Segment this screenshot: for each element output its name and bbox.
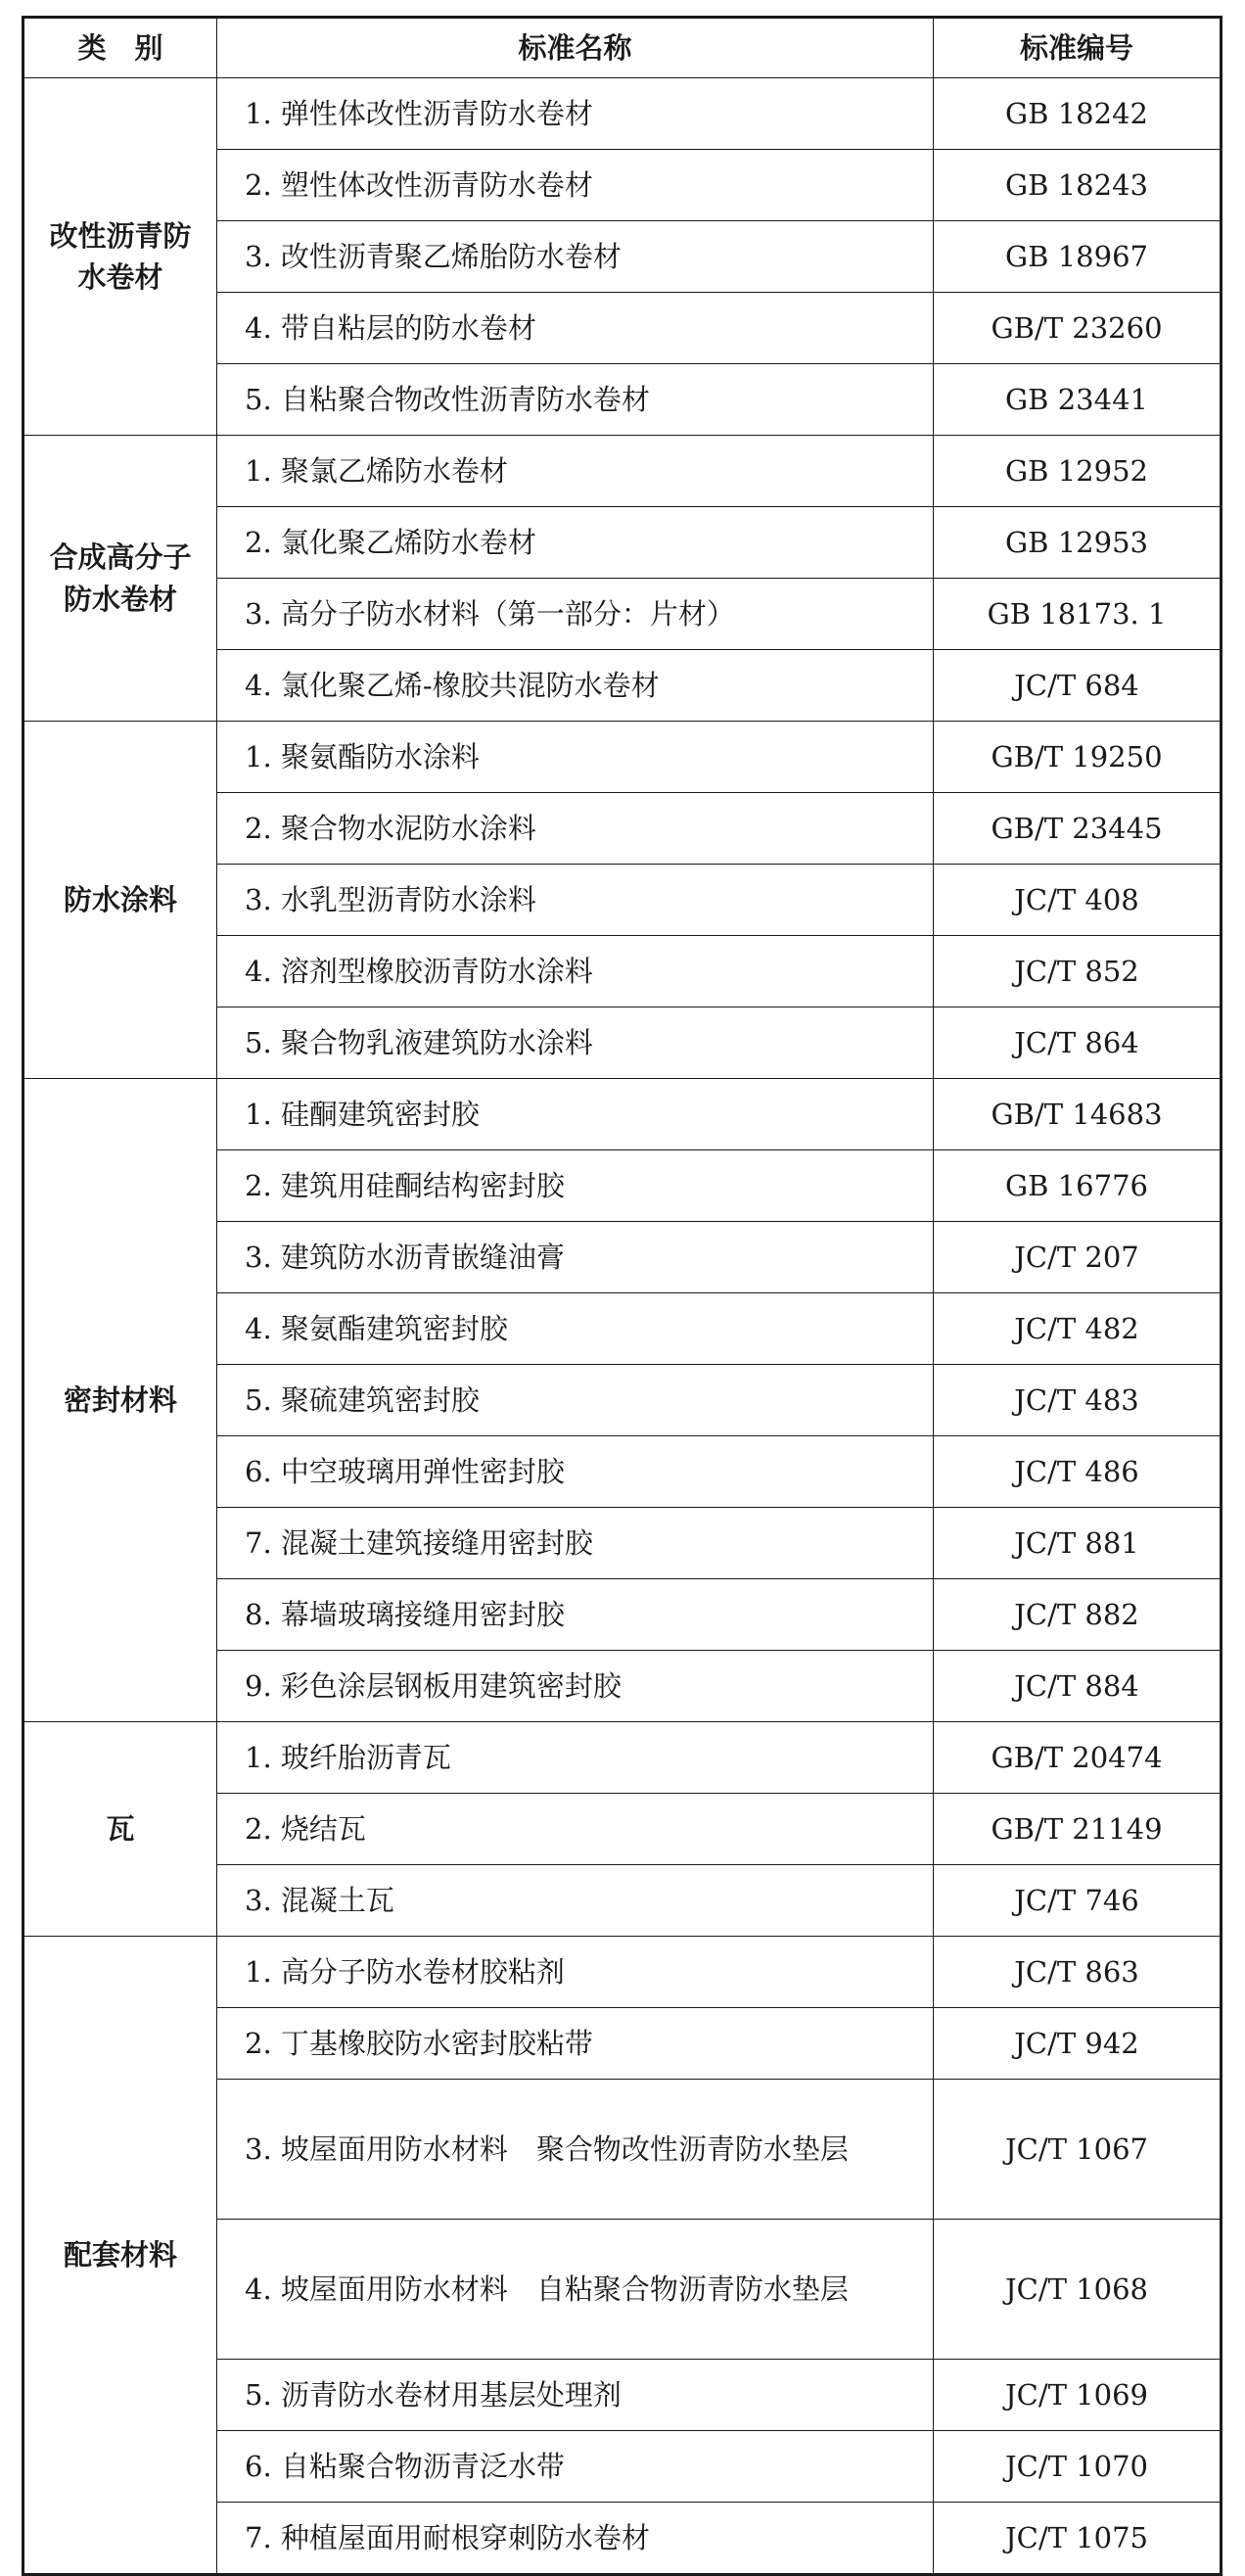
standard-code-cell: GB 23441 — [934, 364, 1222, 436]
standard-code-cell: GB/T 20474 — [934, 1722, 1222, 1794]
standard-code-cell: JC/T 482 — [934, 1293, 1222, 1365]
table-body — [23, 78, 1222, 2575]
standard-name-cell: 7. 混凝土建筑接缝用密封胶 — [217, 1508, 934, 1579]
standard-code-cell: JC/T 884 — [934, 1651, 1222, 1722]
standard-name-cell: 9. 彩色涂层钢板用建筑密封胶 — [217, 1651, 934, 1722]
category-cell: 合成高分子防水卷材 — [23, 436, 217, 722]
standard-name-cell: 8. 幕墙玻璃接缝用密封胶 — [217, 1579, 934, 1651]
table-row — [23, 1722, 1222, 1794]
standard-name-cell: 1. 玻纤胎沥青瓦 — [217, 1722, 934, 1794]
standard-code-cell: GB 16776 — [934, 1150, 1222, 1222]
standard-code-cell: JC/T 1068 — [934, 2220, 1222, 2360]
standard-code-cell: GB/T 23445 — [934, 793, 1222, 865]
standard-code-cell: GB/T 21149 — [934, 1794, 1222, 1865]
standard-name-cell: 2. 氯化聚乙烯防水卷材 — [217, 507, 934, 579]
standard-name-cell: 3. 混凝土瓦 — [217, 1865, 934, 1937]
standard-name-cell: 1. 高分子防水卷材胶粘剂 — [217, 1937, 934, 2008]
header-category: 类 别 — [23, 18, 217, 78]
standard-name-cell: 2. 塑性体改性沥青防水卷材 — [217, 150, 934, 221]
standard-name-cell: 3. 高分子防水材料（第一部分：片材） — [217, 579, 934, 650]
standard-name-cell: 1. 硅酮建筑密封胶 — [217, 1079, 934, 1150]
standard-code-cell: JC/T 207 — [934, 1222, 1222, 1293]
standard-code-cell: GB 18967 — [934, 221, 1222, 293]
category-cell: 改性沥青防水卷材 — [23, 78, 217, 436]
category-cell: 密封材料 — [23, 1079, 217, 1722]
standard-code-cell: JC/T 486 — [934, 1436, 1222, 1508]
standards-table — [22, 16, 1222, 2576]
standard-name-cell: 2. 建筑用硅酮结构密封胶 — [217, 1150, 934, 1222]
standard-name-cell: 5. 聚合物乳液建筑防水涂料 — [217, 1007, 934, 1079]
table-row — [23, 436, 1222, 507]
standard-name-cell: 2. 聚合物水泥防水涂料 — [217, 793, 934, 865]
standard-code-cell: JC/T 746 — [934, 1865, 1222, 1937]
table-row — [23, 1937, 1222, 2008]
table-row — [23, 722, 1222, 793]
standard-code-cell: JC/T 863 — [934, 1937, 1222, 2008]
standard-code-cell: GB 18242 — [934, 78, 1222, 150]
header-standard-name: 标准名称 — [217, 18, 934, 78]
standard-code-cell: GB/T 23260 — [934, 293, 1222, 364]
standard-code-cell: GB 12952 — [934, 436, 1222, 507]
standard-code-cell: GB 18243 — [934, 150, 1222, 221]
standard-name-cell: 4. 氯化聚乙烯-橡胶共混防水卷材 — [217, 650, 934, 722]
category-cell: 瓦 — [23, 1722, 217, 1937]
standard-name-cell: 2. 烧结瓦 — [217, 1794, 934, 1865]
standard-name-cell: 1. 聚氨酯防水涂料 — [217, 722, 934, 793]
standard-code-cell: JC/T 1075 — [934, 2503, 1222, 2575]
standard-name-cell: 4. 带自粘层的防水卷材 — [217, 293, 934, 364]
standard-code-cell: JC/T 1070 — [934, 2431, 1222, 2503]
standard-name-cell: 5. 沥青防水卷材用基层处理剂 — [217, 2360, 934, 2431]
standard-code-cell: GB 12953 — [934, 507, 1222, 579]
table-header-row — [23, 18, 1222, 78]
standard-name-cell: 4. 溶剂型橡胶沥青防水涂料 — [217, 936, 934, 1007]
table-row — [23, 1079, 1222, 1150]
standards-page — [22, 16, 1220, 2576]
standard-code-cell: GB/T 19250 — [934, 722, 1222, 793]
standard-name-cell: 1. 聚氯乙烯防水卷材 — [217, 436, 934, 507]
standard-code-cell: JC/T 1067 — [934, 2080, 1222, 2220]
standard-code-cell: JC/T 1069 — [934, 2360, 1222, 2431]
standard-name-cell: 1. 弹性体改性沥青防水卷材 — [217, 78, 934, 150]
standard-name-cell: 5. 自粘聚合物改性沥青防水卷材 — [217, 364, 934, 436]
category-cell: 防水涂料 — [23, 722, 217, 1079]
standard-name-cell: 5. 聚硫建筑密封胶 — [217, 1365, 934, 1436]
standard-name-cell: 4. 坡屋面用防水材料 自粘聚合物沥青防水垫层 — [217, 2220, 934, 2360]
standard-name-cell: 2. 丁基橡胶防水密封胶粘带 — [217, 2008, 934, 2080]
standard-code-cell: GB/T 14683 — [934, 1079, 1222, 1150]
standard-code-cell: JC/T 483 — [934, 1365, 1222, 1436]
header-standard-code: 标准编号 — [934, 18, 1222, 78]
standard-code-cell: JC/T 852 — [934, 936, 1222, 1007]
category-cell: 配套材料 — [23, 1937, 217, 2575]
standard-name-cell: 3. 建筑防水沥青嵌缝油膏 — [217, 1222, 934, 1293]
standard-name-cell: 6. 自粘聚合物沥青泛水带 — [217, 2431, 934, 2503]
standard-code-cell: JC/T 881 — [934, 1508, 1222, 1579]
standard-code-cell: JC/T 942 — [934, 2008, 1222, 2080]
table-row — [23, 78, 1222, 150]
standard-name-cell: 3. 水乳型沥青防水涂料 — [217, 865, 934, 936]
standard-name-cell: 7. 种植屋面用耐根穿刺防水卷材 — [217, 2503, 934, 2575]
standard-name-cell: 4. 聚氨酯建筑密封胶 — [217, 1293, 934, 1365]
standard-code-cell: JC/T 882 — [934, 1579, 1222, 1651]
standard-name-cell: 3. 坡屋面用防水材料 聚合物改性沥青防水垫层 — [217, 2080, 934, 2220]
standard-name-cell: 6. 中空玻璃用弹性密封胶 — [217, 1436, 934, 1508]
standard-code-cell: JC/T 864 — [934, 1007, 1222, 1079]
standard-code-cell: GB 18173. 1 — [934, 579, 1222, 650]
standard-name-cell: 3. 改性沥青聚乙烯胎防水卷材 — [217, 221, 934, 293]
standard-code-cell: JC/T 684 — [934, 650, 1222, 722]
standard-code-cell: JC/T 408 — [934, 865, 1222, 936]
